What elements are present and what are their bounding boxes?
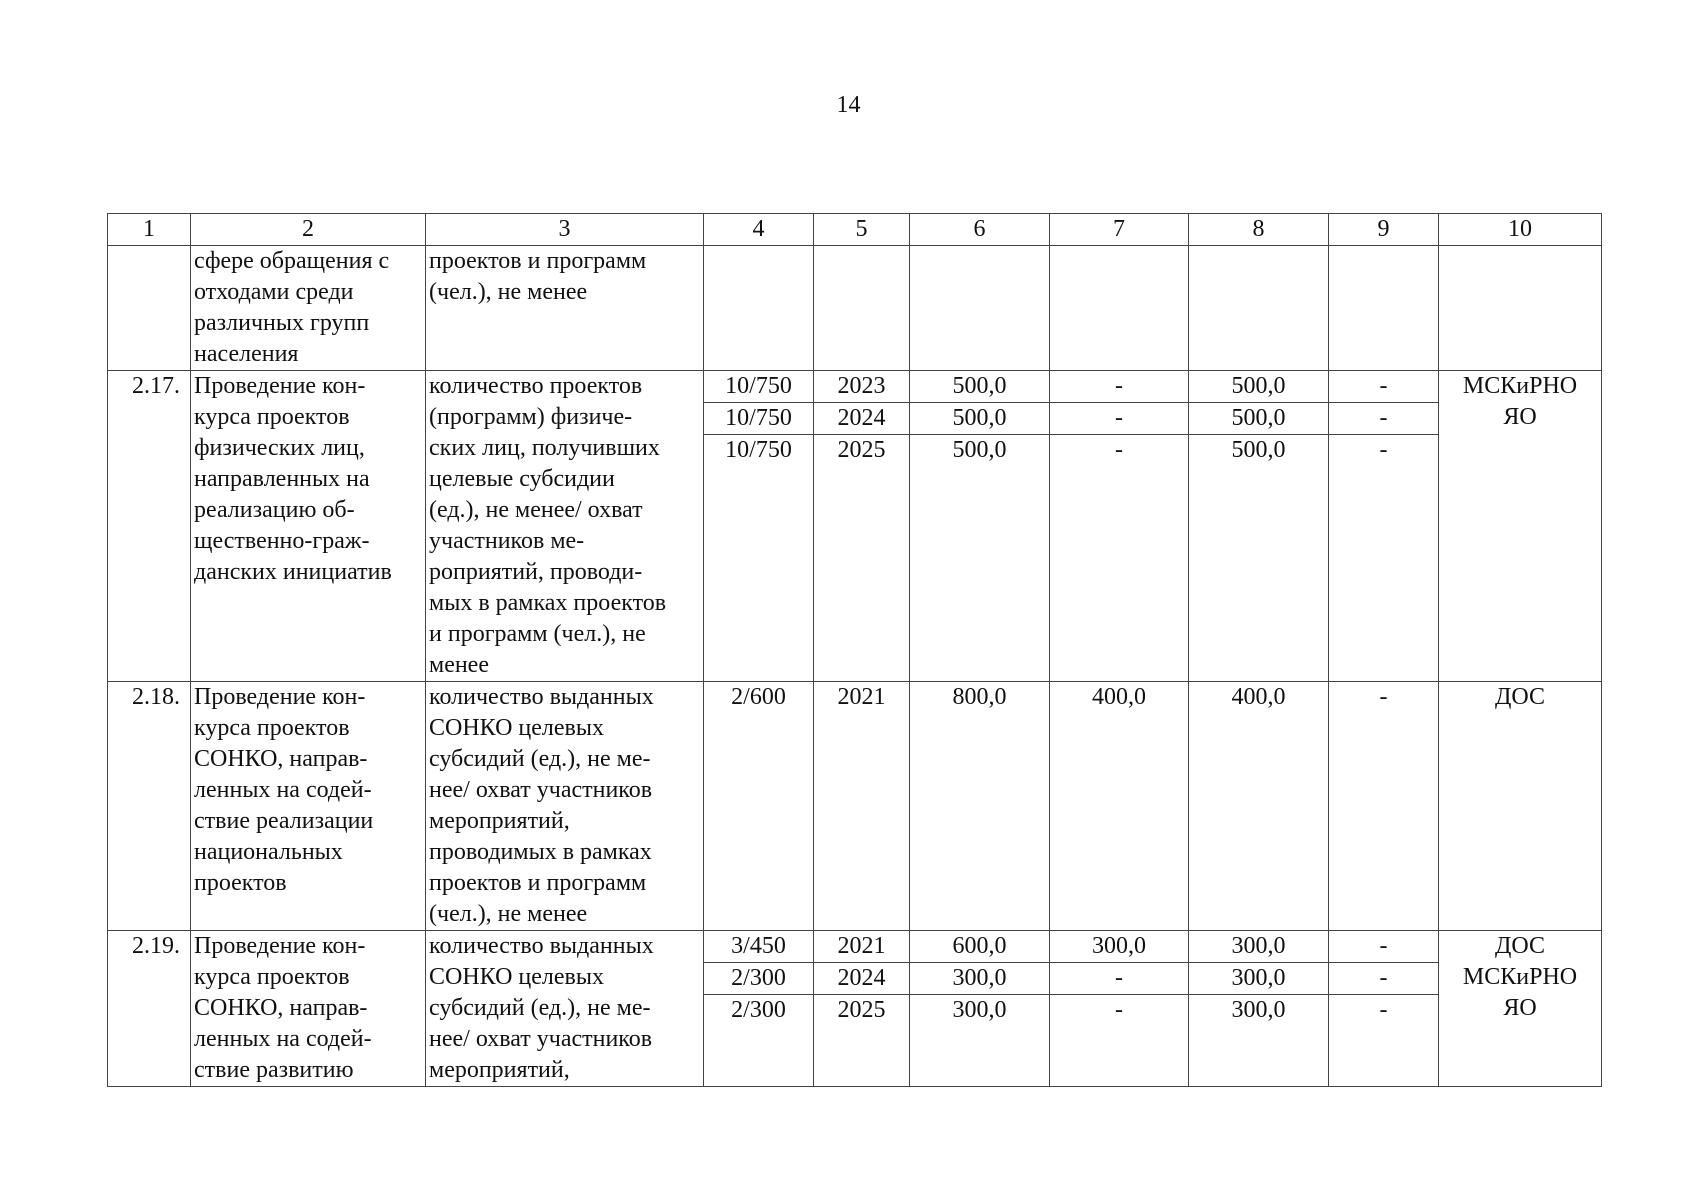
executor-cell: [1439, 931, 1602, 1087]
indicator-line: нее/ охват участников: [429, 1026, 653, 1052]
column-header: 5: [814, 214, 910, 246]
measure-name-line: ствие развитию: [194, 1057, 354, 1083]
year: 2024: [814, 403, 909, 435]
indicator-line: мероприятий,: [429, 1057, 570, 1083]
indicator-line: количество выданных: [429, 684, 654, 710]
indicator-line: СОНКО целевых: [429, 715, 604, 741]
year-cell: [814, 246, 910, 371]
other-funding: -: [1379, 437, 1388, 463]
federal-funding-cell: [1050, 371, 1189, 682]
indicator-line: количество проектов: [429, 373, 643, 399]
federal-funding-cell: [1050, 931, 1189, 1087]
federal-funding: -: [1050, 371, 1188, 403]
year: 2021: [814, 931, 909, 963]
page-number: 14: [836, 92, 861, 118]
other-funding: -: [1329, 963, 1438, 995]
federal-funding: -: [1050, 963, 1188, 995]
regional-funding-cell: [1189, 371, 1329, 682]
total-funding: 800,0: [952, 684, 1007, 710]
indicator-cell: [426, 246, 704, 371]
executor-cell: [1439, 246, 1602, 371]
year-cell: [814, 931, 910, 1087]
measure-name-line: населения: [194, 341, 299, 367]
indicator-cell: [426, 682, 704, 931]
target-value: 2/300: [704, 963, 813, 995]
column-header: 9: [1329, 214, 1439, 246]
regional-funding-cell: [1189, 682, 1329, 931]
federal-funding-cell: [1050, 682, 1189, 931]
total-funding: 300,0: [910, 963, 1049, 995]
regional-funding: 300,0: [1231, 997, 1286, 1023]
other-funding: -: [1379, 684, 1388, 710]
year-cell: [814, 371, 910, 682]
other-funding: -: [1329, 931, 1438, 963]
total-funding-cell: [910, 931, 1050, 1087]
measure-name-cell: [191, 931, 426, 1087]
target-value-cell: [704, 931, 814, 1087]
regional-funding: 400,0: [1231, 684, 1286, 710]
indicator-cell: [426, 931, 704, 1087]
table-row: [108, 931, 1602, 1087]
measure-name-line: реализацию об-: [194, 497, 355, 523]
table-row: [108, 682, 1602, 931]
target-value: 10/750: [704, 371, 813, 403]
measure-name-line: Проведение кон-: [194, 684, 366, 710]
indicator-line: субсидий (ед.), не ме-: [429, 746, 651, 772]
target-value: 3/450: [704, 931, 813, 963]
indicator-line: роприятий, проводи-: [429, 559, 643, 585]
target-value: 2/600: [731, 684, 786, 710]
executor-line: ЯО: [1503, 995, 1537, 1021]
federal-funding-cell: [1050, 246, 1189, 371]
federal-funding: 300,0: [1050, 931, 1188, 963]
indicator-line: проектов и программ: [429, 248, 647, 274]
executor-cell: [1439, 371, 1602, 682]
indicator-cell: [426, 371, 704, 682]
target-value-cell: [704, 682, 814, 931]
other-funding: -: [1379, 997, 1388, 1023]
indicator-line: (чел.), не менее: [429, 279, 588, 305]
indicator-line: СОНКО целевых: [429, 964, 604, 990]
other-funding-cell: [1329, 371, 1439, 682]
row-number: 2.19.: [108, 931, 191, 1087]
indicator-line: количество выданных: [429, 933, 654, 959]
year: 2023: [814, 371, 909, 403]
row-number: [108, 246, 191, 371]
measure-name-line: курса проектов: [194, 964, 350, 990]
total-funding: 500,0: [910, 403, 1049, 435]
measure-name-line: курса проектов: [194, 404, 350, 430]
federal-funding: -: [1115, 997, 1123, 1023]
other-funding-cell: [1329, 931, 1439, 1087]
table-header-row: [108, 214, 1602, 246]
column-header: 2: [191, 214, 426, 246]
measure-name-cell: [191, 246, 426, 371]
measure-name-line: физических лиц,: [194, 435, 365, 461]
executor-line: ДОС: [1494, 933, 1545, 959]
column-header: 8: [1189, 214, 1329, 246]
indicator-line: мых в рамках проектов: [429, 590, 667, 616]
table-body: [108, 246, 1602, 1087]
indicator-line: проводимых в рамках: [429, 839, 652, 865]
regional-funding: 500,0: [1231, 437, 1286, 463]
measure-name-cell: [191, 371, 426, 682]
target-value-cell: [704, 371, 814, 682]
other-funding-cell: [1329, 246, 1439, 371]
measure-name-line: ленных на содей-: [194, 777, 372, 803]
indicator-line: целевые субсидии: [429, 466, 615, 492]
federal-funding: -: [1115, 437, 1123, 463]
column-header: 3: [426, 214, 704, 246]
executor-cell: [1439, 682, 1602, 931]
measure-name-line: проектов: [194, 870, 287, 896]
year: 2025: [837, 997, 886, 1023]
column-header: 6: [910, 214, 1050, 246]
total-funding-cell: [910, 246, 1050, 371]
column-header: 7: [1050, 214, 1189, 246]
measure-name-line: данских инициатив: [194, 559, 392, 585]
indicator-line: (ед.), не менее/ охват: [429, 497, 643, 523]
total-funding-cell: [910, 371, 1050, 682]
measure-name-line: Проведение кон-: [194, 933, 366, 959]
executor-line: ЯО: [1503, 404, 1537, 430]
indicator-line: ских лиц, получивших: [429, 435, 660, 461]
indicator-line: (программ) физиче-: [429, 404, 633, 430]
measure-name-line: Проведение кон-: [194, 373, 366, 399]
executor-line: МСКиРНО: [1462, 964, 1578, 990]
year: 2021: [837, 684, 886, 710]
indicator-line: проектов и программ: [429, 870, 647, 896]
other-funding: -: [1329, 371, 1438, 403]
total-funding: 600,0: [910, 931, 1049, 963]
regional-funding: 300,0: [1189, 963, 1328, 995]
total-funding: 500,0: [952, 437, 1007, 463]
year: 2025: [837, 437, 886, 463]
total-funding: 500,0: [910, 371, 1049, 403]
measure-name-line: СОНКО, направ-: [194, 746, 368, 772]
indicator-line: нее/ охват участников: [429, 777, 653, 803]
indicator-line: (чел.), не менее: [429, 901, 588, 927]
total-funding-cell: [910, 682, 1050, 931]
measure-name-line: щественно-граж-: [194, 528, 370, 554]
row-number: 2.17.: [108, 371, 191, 682]
table-row: [108, 371, 1602, 682]
target-value: 10/750: [725, 437, 792, 463]
measure-name-line: сфере обращения с: [194, 248, 390, 274]
measure-name-line: СОНКО, направ-: [194, 995, 368, 1021]
measure-name-line: национальных: [194, 839, 343, 865]
measure-name-line: различных групп: [194, 310, 370, 336]
year-cell: [814, 682, 910, 931]
measures-table: [107, 213, 1602, 1087]
other-funding: -: [1329, 403, 1438, 435]
total-funding: 300,0: [952, 997, 1007, 1023]
federal-funding: 400,0: [1092, 684, 1146, 710]
column-header: 4: [704, 214, 814, 246]
regional-funding: 300,0: [1189, 931, 1328, 963]
measure-name-line: ствие реализации: [194, 808, 374, 834]
column-header: 10: [1439, 214, 1602, 246]
column-header: 1: [108, 214, 191, 246]
measure-name-line: ленных на содей-: [194, 1026, 372, 1052]
row-number: 2.18.: [108, 682, 191, 931]
other-funding-cell: [1329, 682, 1439, 931]
indicator-line: мероприятий,: [429, 808, 570, 834]
federal-funding: -: [1050, 403, 1188, 435]
regional-funding: 500,0: [1189, 371, 1328, 403]
indicator-line: субсидий (ед.), не ме-: [429, 995, 651, 1021]
regional-funding-cell: [1189, 931, 1329, 1087]
measure-name-line: курса проектов: [194, 715, 350, 741]
regional-funding: 500,0: [1189, 403, 1328, 435]
target-value: 10/750: [704, 403, 813, 435]
table-row: [108, 246, 1602, 371]
target-value: 2/300: [731, 997, 786, 1023]
indicator-line: и программ (чел.), не: [429, 621, 646, 647]
target-value-cell: [704, 246, 814, 371]
year: 2024: [814, 963, 909, 995]
executor-line: ДОС: [1494, 684, 1545, 710]
indicator-line: участников ме-: [429, 528, 585, 554]
measure-name-cell: [191, 682, 426, 931]
measure-name-line: направленных на: [194, 466, 370, 492]
indicator-line: менее: [429, 652, 489, 678]
regional-funding-cell: [1189, 246, 1329, 371]
executor-line: МСКиРНО: [1462, 373, 1578, 399]
measure-name-line: отходами среди: [194, 279, 354, 305]
